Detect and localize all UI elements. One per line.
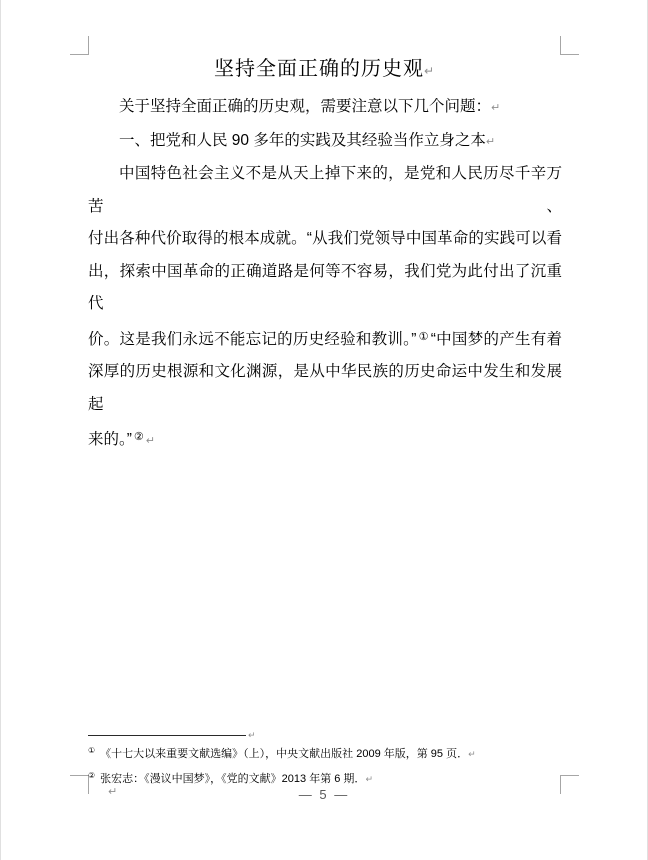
section-heading-text[interactable]: 一、把党和人民 90 多年的实践及其经验当作立身之本 — [119, 131, 486, 149]
body-line[interactable]: 付出各种代价取得的根本成就。“从我们党领导中国革命的实践可以看 — [88, 230, 562, 247]
footnote-2-marker: ② — [88, 771, 96, 780]
footnote-2-text[interactable]: 张宏志：《漫议中国梦》，《党的文献》2013 年第 6 期． — [100, 773, 366, 785]
document-title[interactable] — [0, 54, 648, 86]
margin-corner-top-right-mark — [560, 36, 579, 55]
paragraph-mark-icon: ↵ — [248, 729, 256, 740]
body-line[interactable] — [88, 321, 562, 357]
footnote-1-text[interactable]: 《十七大以来重要文献选编》（上），中央文献出版社 2009 年版，第 95 页． — [100, 748, 469, 760]
paragraph-mark-icon: ↵ — [485, 135, 496, 148]
footnote-separator-row — [88, 729, 562, 740]
body-line-text[interactable]: “中国梦的产生有着 — [430, 330, 562, 348]
footnote-1-marker: ① — [88, 746, 96, 755]
document-title-text[interactable]: 坚持全面正确的历史观 — [213, 58, 424, 80]
page-left-edge — [0, 0, 1, 860]
page-number: — 5 — — [298, 787, 350, 802]
paragraph-mark-icon: ↵ — [145, 435, 156, 447]
document-body — [88, 91, 562, 458]
footnote-2[interactable] — [88, 768, 562, 787]
body-line[interactable]: 出，探索中国革命的正确道路是何等不容易，我们党为此付出了沉重代 — [88, 262, 562, 312]
margin-corner-top-left-mark — [70, 36, 89, 55]
footnote-reference-1[interactable]: ① — [418, 330, 429, 343]
section-heading[interactable] — [88, 125, 562, 159]
paragraph-mark-icon: ↵ — [491, 102, 501, 114]
body-line[interactable]: 中国特色社会主义不是从天上掉下来的，是党和人民历尽千辛万苦、 — [88, 165, 562, 215]
body-line-text[interactable]: 来的。” — [88, 431, 132, 448]
footnote-reference-2[interactable]: ② — [133, 431, 144, 443]
body-line[interactable] — [88, 421, 562, 458]
intro-paragraph[interactable] — [88, 91, 562, 125]
paragraph-mark-icon: ↵ — [365, 774, 373, 784]
footer-paragraph-mark-icon: ↵ — [108, 786, 118, 798]
body-line-text[interactable]: 价。这是我们永远不能忘记的历史经验和教训。” — [88, 330, 417, 348]
paragraph-mark-icon: ↵ — [423, 64, 435, 78]
body-line[interactable]: 深厚的历史根源和文化渊源，是从中华民族的历史命运中发生和发展起 — [88, 363, 562, 413]
footnote-separator-line — [88, 735, 246, 736]
footnotes-section — [88, 729, 562, 787]
footnote-1[interactable] — [88, 743, 562, 762]
paragraph-mark-icon: ↵ — [468, 749, 476, 759]
intro-text[interactable]: 关于坚持全面正确的历史观，需要注意以下几个问题： — [119, 98, 492, 115]
